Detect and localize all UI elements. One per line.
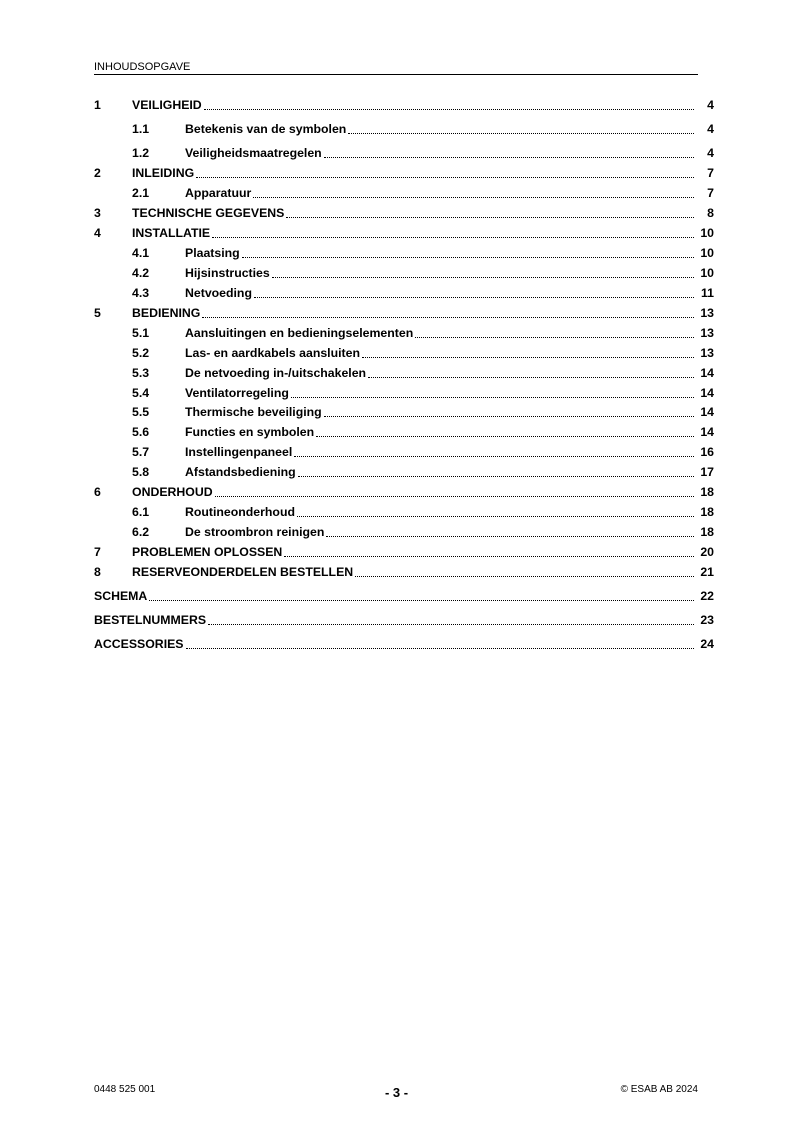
toc-page: 14 (700, 366, 714, 380)
toc-page: 14 (700, 425, 714, 439)
toc-leader (215, 495, 694, 497)
toc-page: 22 (700, 589, 714, 603)
page-number: - 3 - (384, 1085, 409, 1100)
toc-page: 11 (701, 286, 714, 300)
toc-entry-7[interactable] (94, 542, 714, 560)
toc-title: Functies en symbolen (185, 425, 315, 439)
toc-leader (286, 216, 694, 218)
toc-title: SCHEMA (94, 589, 148, 603)
toc-title: Las- en aardkabels aansluiten (185, 346, 360, 360)
toc-leader (326, 535, 694, 537)
toc-page: 16 (700, 445, 714, 459)
toc-entry-6-2[interactable] (94, 522, 714, 540)
toc-entry-4-1[interactable] (94, 243, 714, 261)
toc-leader (196, 176, 694, 178)
toc-entry-5-8[interactable] (94, 462, 714, 480)
toc-title: Ventilatorregeling (185, 386, 289, 400)
toc-leader (208, 623, 694, 625)
toc-entry-8[interactable] (94, 562, 714, 580)
toc-number: 1 (94, 98, 101, 112)
toc-page: 4 (707, 122, 714, 136)
toc-number: 2 (94, 166, 101, 180)
toc-leader (297, 515, 694, 517)
toc-entry-2[interactable] (94, 163, 714, 181)
toc-page: 18 (700, 505, 714, 519)
toc-number: 5.3 (132, 366, 150, 380)
toc-number: 8 (94, 565, 101, 579)
toc-page: 23 (700, 613, 714, 627)
toc-entry-5-6[interactable] (94, 422, 714, 440)
toc-entry-5-5[interactable] (94, 402, 714, 420)
toc-entry-6[interactable] (94, 482, 714, 500)
toc-page: 13 (700, 326, 714, 340)
toc-number: 1.2 (132, 146, 150, 160)
toc-page: 17 (700, 465, 714, 479)
toc-number: 4.1 (132, 246, 150, 260)
toc-title: ONDERHOUD (132, 485, 213, 499)
toc-number: 6.2 (132, 525, 150, 539)
toc-title: Plaatsing (185, 246, 240, 260)
toc-title: Veiligheidsmaatregelen (185, 146, 322, 160)
toc-leader (324, 415, 694, 417)
toc-page: 4 (707, 146, 714, 160)
toc-page: 13 (700, 306, 714, 320)
toc-title: Apparatuur (185, 186, 252, 200)
toc-number: 3 (94, 206, 101, 220)
toc-number: 5.6 (132, 425, 150, 439)
toc-entry-accessories[interactable] (94, 634, 714, 652)
toc-number: 5.1 (132, 326, 150, 340)
toc-entry-1[interactable] (94, 95, 714, 113)
toc-leader (212, 236, 694, 238)
toc-page: 7 (707, 166, 714, 180)
toc-leader (186, 647, 694, 649)
toc-title: VEILIGHEID (132, 98, 202, 112)
toc-entry-5-7[interactable] (94, 442, 714, 460)
toc-number: 1.1 (132, 122, 150, 136)
toc-leader (362, 356, 694, 358)
toc-entry-4[interactable] (94, 223, 714, 241)
toc-leader (316, 435, 694, 437)
toc-title: Aansluitingen en bedieningselementen (185, 326, 414, 340)
toc-page: 10 (700, 246, 714, 260)
toc-entry-5[interactable] (94, 303, 714, 321)
toc-entry-4-3[interactable] (94, 283, 714, 301)
toc-number: 6.1 (132, 505, 150, 519)
toc-title: Thermische beveiliging (185, 405, 322, 419)
toc-entry-1-1[interactable] (94, 119, 714, 137)
toc-page: 8 (707, 206, 714, 220)
toc-number: 7 (94, 545, 101, 559)
toc-entry-3[interactable] (94, 203, 714, 221)
toc-entry-1-2[interactable] (94, 143, 714, 161)
toc-page: 4 (707, 98, 714, 112)
toc-number: 4.3 (132, 286, 150, 300)
toc-page: 14 (700, 386, 714, 400)
toc-number: 5.7 (132, 445, 150, 459)
toc-page: 14 (700, 405, 714, 419)
toc-entry-5-4[interactable] (94, 383, 714, 401)
toc-number: 2.1 (132, 186, 150, 200)
toc-page: 10 (700, 266, 714, 280)
toc-page: 18 (700, 525, 714, 539)
toc-title: BESTELNUMMERS (94, 613, 207, 627)
toc-page: 18 (700, 485, 714, 499)
toc-title: INSTALLATIE (132, 226, 211, 240)
toc-page: 20 (700, 545, 714, 559)
toc-leader (272, 276, 694, 278)
toc-title: TECHNISCHE GEGEVENS (132, 206, 285, 220)
toc-number: 4 (94, 226, 101, 240)
toc-entry-2-1[interactable] (94, 183, 714, 201)
toc-leader (415, 336, 694, 338)
toc-leader (204, 108, 694, 110)
toc-leader (242, 256, 694, 258)
copyright: © ESAB AB 2024 (620, 1084, 698, 1095)
toc-title: Routineonderhoud (185, 505, 295, 519)
toc-leader (253, 196, 694, 198)
toc-leader (324, 156, 694, 158)
toc-title: INLEIDING (132, 166, 195, 180)
toc-leader (355, 575, 694, 577)
toc-leader (294, 455, 694, 457)
toc-page: 13 (700, 346, 714, 360)
toc-title: Betekenis van de symbolen (185, 122, 347, 136)
toc-entry-5-3[interactable] (94, 363, 714, 381)
toc-title: Netvoeding (185, 286, 252, 300)
toc-entry-bestelnummers[interactable] (94, 610, 714, 628)
toc-number: 5 (94, 306, 101, 320)
toc-page: 21 (700, 565, 714, 579)
toc-leader (368, 376, 694, 378)
running-header: INHOUDSOPGAVE (94, 61, 698, 75)
toc-number: 5.2 (132, 346, 150, 360)
toc-number: 5.8 (132, 465, 150, 479)
toc-title: BEDIENING (132, 306, 201, 320)
toc-title: PROBLEMEN OPLOSSEN (132, 545, 283, 559)
toc-title: De netvoeding in-/uitschakelen (185, 366, 367, 380)
toc-title: Instellingenpaneel (185, 445, 293, 459)
toc-title: De stroombron reinigen (185, 525, 325, 539)
toc-entry-6-1[interactable] (94, 502, 714, 520)
toc-number: 5.4 (132, 386, 150, 400)
toc-number: 6 (94, 485, 101, 499)
toc-title: Afstandsbediening (185, 465, 296, 479)
toc-title: ACCESSORIES (94, 637, 184, 651)
toc-number: 4.2 (132, 266, 150, 280)
toc-leader (202, 316, 694, 318)
document-number: 0448 525 001 (94, 1084, 156, 1095)
toc-page: 24 (700, 637, 714, 651)
toc-entry-5-2[interactable] (94, 343, 714, 361)
toc-entry-schema[interactable] (94, 586, 714, 604)
toc-leader (254, 296, 694, 298)
toc-leader (149, 599, 694, 601)
toc-leader (298, 475, 694, 477)
toc-number: 5.5 (132, 405, 150, 419)
toc-leader (291, 396, 694, 398)
toc-entry-4-2[interactable] (94, 263, 714, 281)
toc-title: Hijsinstructies (185, 266, 270, 280)
toc-title: RESERVEONDERDELEN BESTELLEN (132, 565, 354, 579)
toc-leader (348, 132, 694, 134)
toc-entry-5-1[interactable] (94, 323, 714, 341)
toc-page: 7 (707, 186, 714, 200)
toc-page: 10 (700, 226, 714, 240)
toc-leader (284, 555, 694, 557)
